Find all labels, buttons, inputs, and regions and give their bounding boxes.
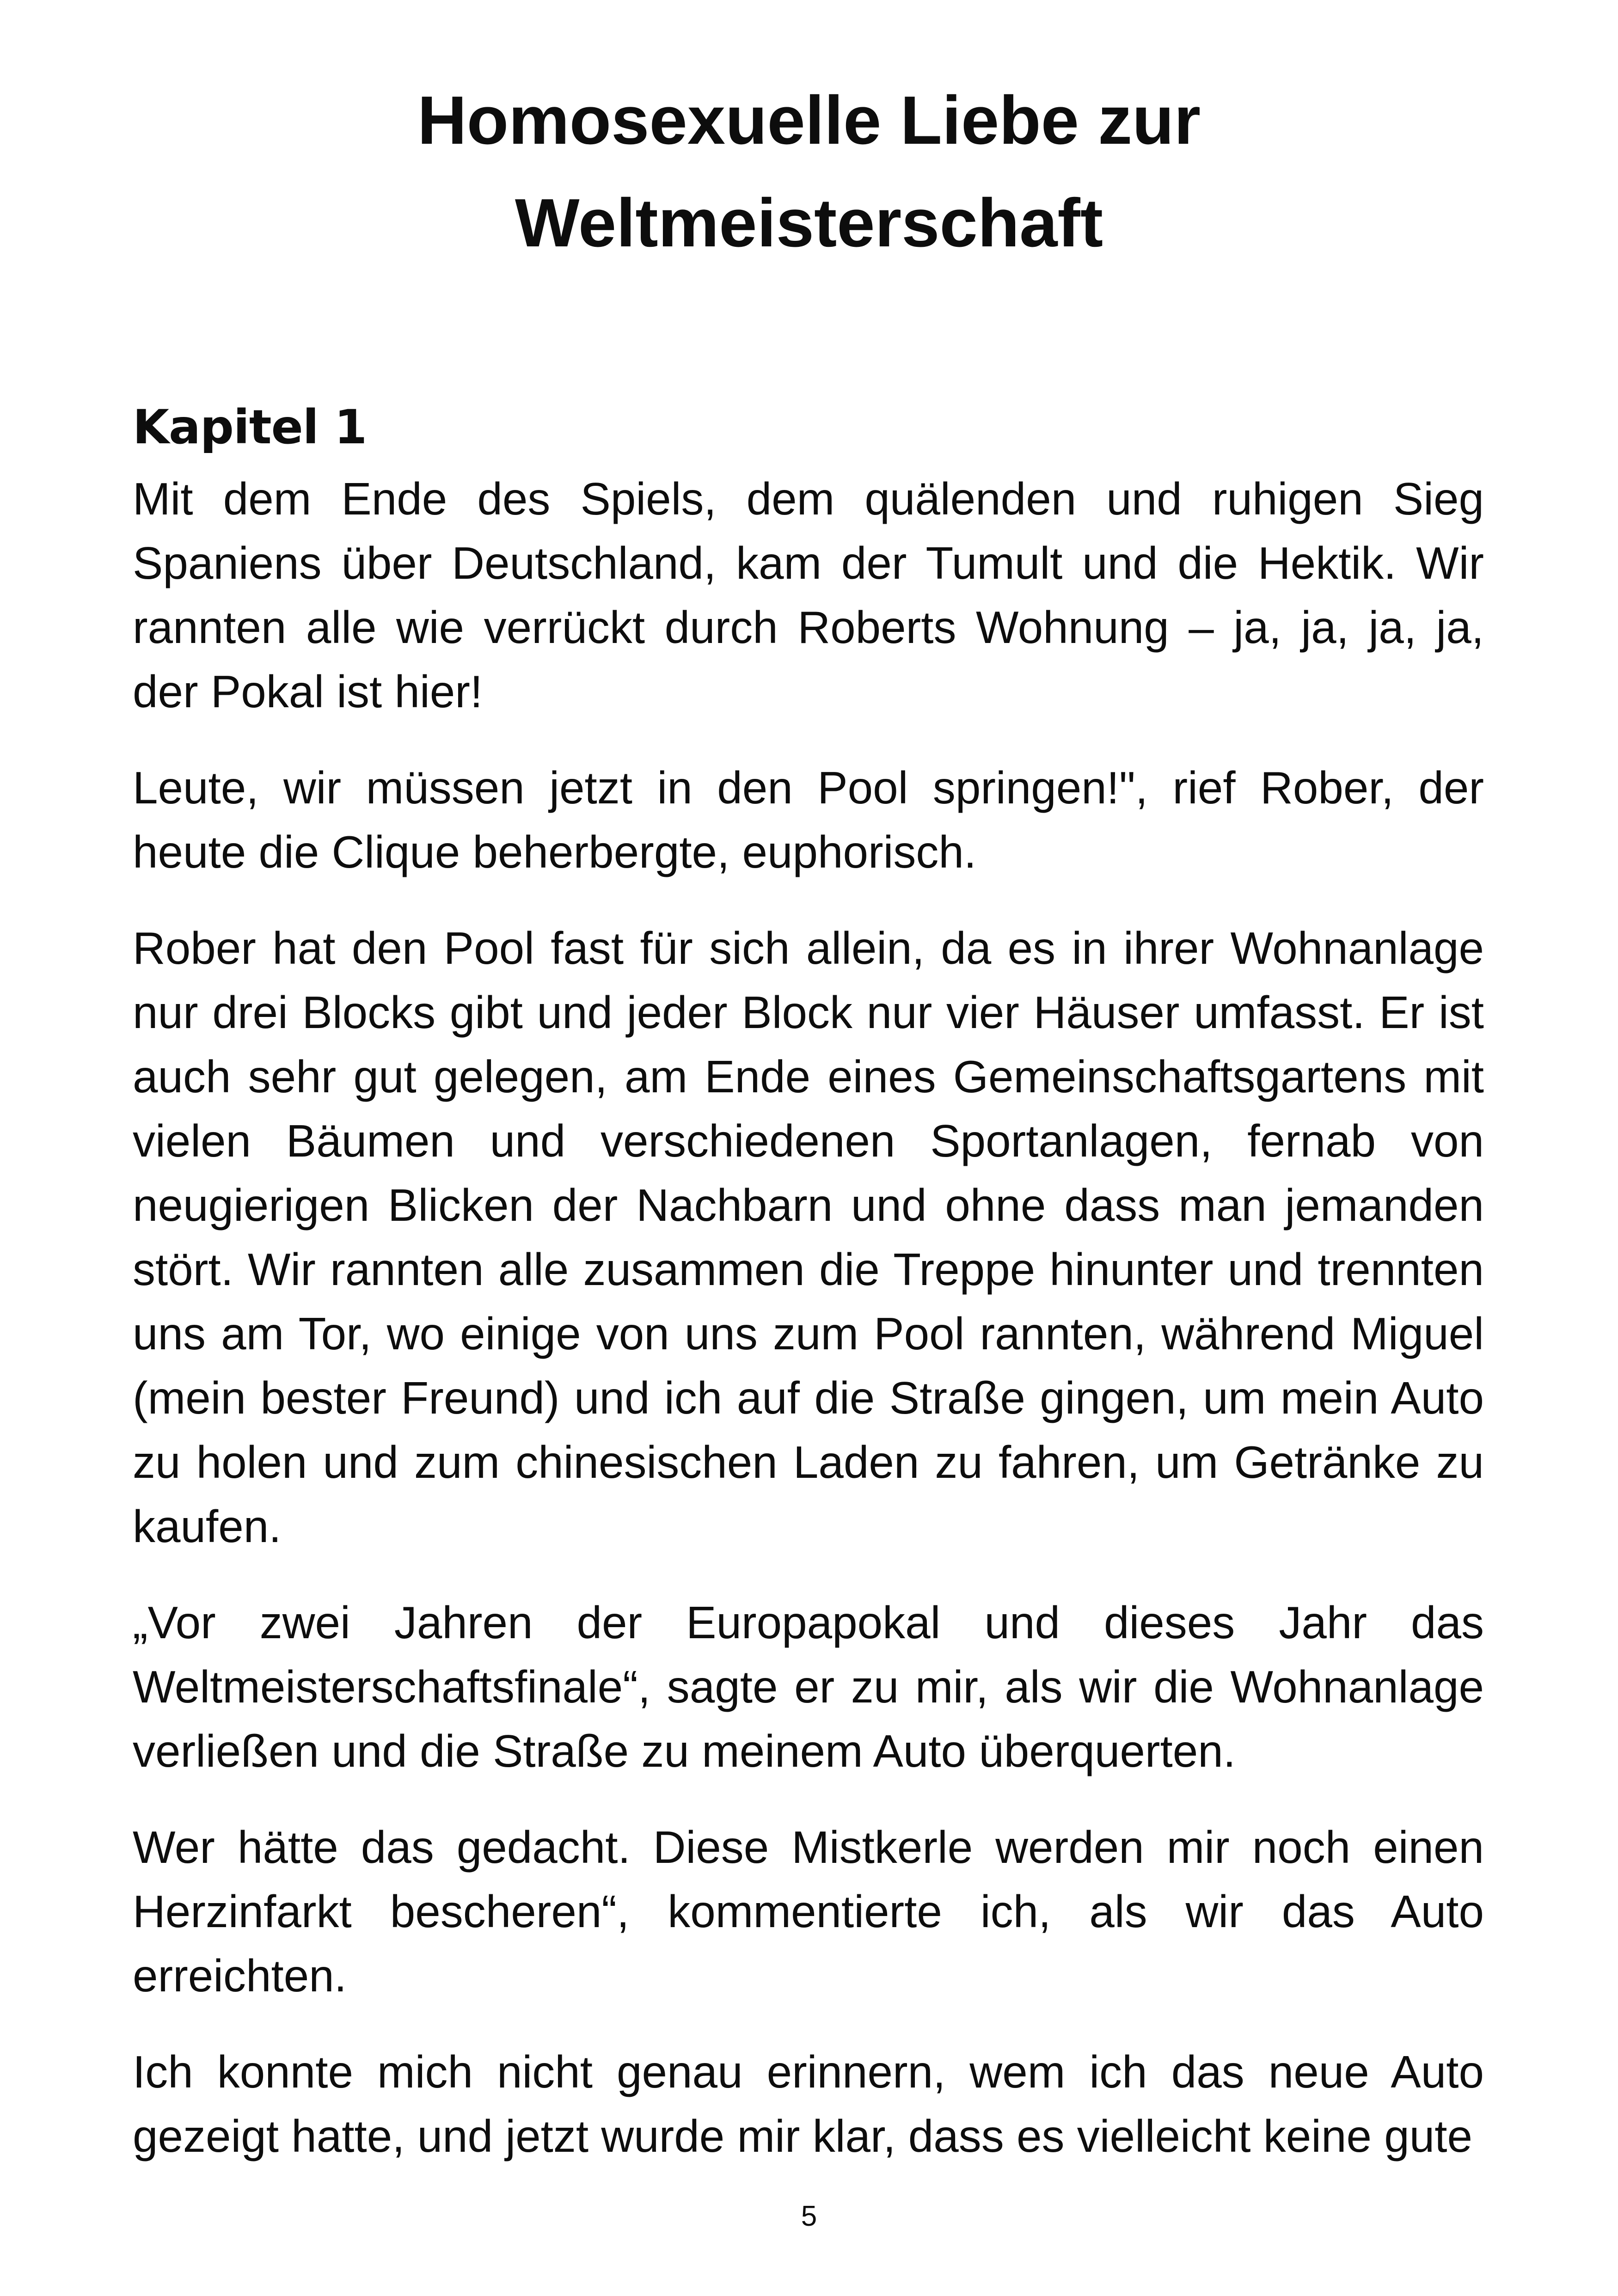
title-line-1: Homosexuelle Liebe zur [417,82,1201,159]
body-text [133,467,1484,2200]
paragraph: „Vor zwei Jahren der Europapokal und dieses Jahr das Weltmeisterschaftsfinale“, sagte er zu mir, als wir die Wohnanlage verließen und die Straße zu meinem Auto überquerten. [133,1597,1484,1776]
paragraph: Ich konnte mich nicht genau erinnern, wem ich das neue Auto gezeigt hatte, und jetzt wurde mir klar, dass es vielleicht keine gute [133,2046,1484,2161]
paragraph: Rober hat den Pool fast für sich allein, da es in ihrer Wohnanlage nur drei Blocks gibt und jeder Block nur vier Häuser umfasst. Er ist auch sehr gut gelegen, am Ende eines Gemeinschaftsgartens mit vielen Bäumen und verschiedenen Sportanlagen, fernab von neugierigen Blicken der Nachbarn und ohne dass man jemanden stört. Wir rannten alle zusammen die Treppe hinunter und trennten uns am Tor, wo einige von uns zum Pool rannten, während Miguel (mein bester Freund) und ich auf die Straße gingen, um mein Auto zu holen und zum chinesischen Laden zu fahren, um Getränke zu kaufen. [133,923,1484,1552]
chapter-heading: Kapitel 1 [133,400,367,455]
title-line-2: Weltmeisterschaft [515,185,1103,261]
paragraph: Wer hätte das gedacht. Diese Mistkerle werden mir noch einen Herzinfarkt bescheren“, kommentierte ich, als wir das Auto erreichten. [133,1822,1484,2001]
page-number: 5 [801,2200,817,2232]
paragraph: Mit dem Ende des Spiels, dem quälenden und ruhigen Sieg Spaniens über Deutschland, kam der Tumult und die Hektik. Wir rannten alle wie verrückt durch Roberts Wohnung – ja, ja, ja, ja, der Pokal ist hier! [133,473,1484,717]
paragraph: Leute, wir müssen jetzt in den Pool springen!", rief Rober, der heute die Clique beherbergte, euphorisch. [133,762,1484,877]
page-title [0,69,1618,275]
